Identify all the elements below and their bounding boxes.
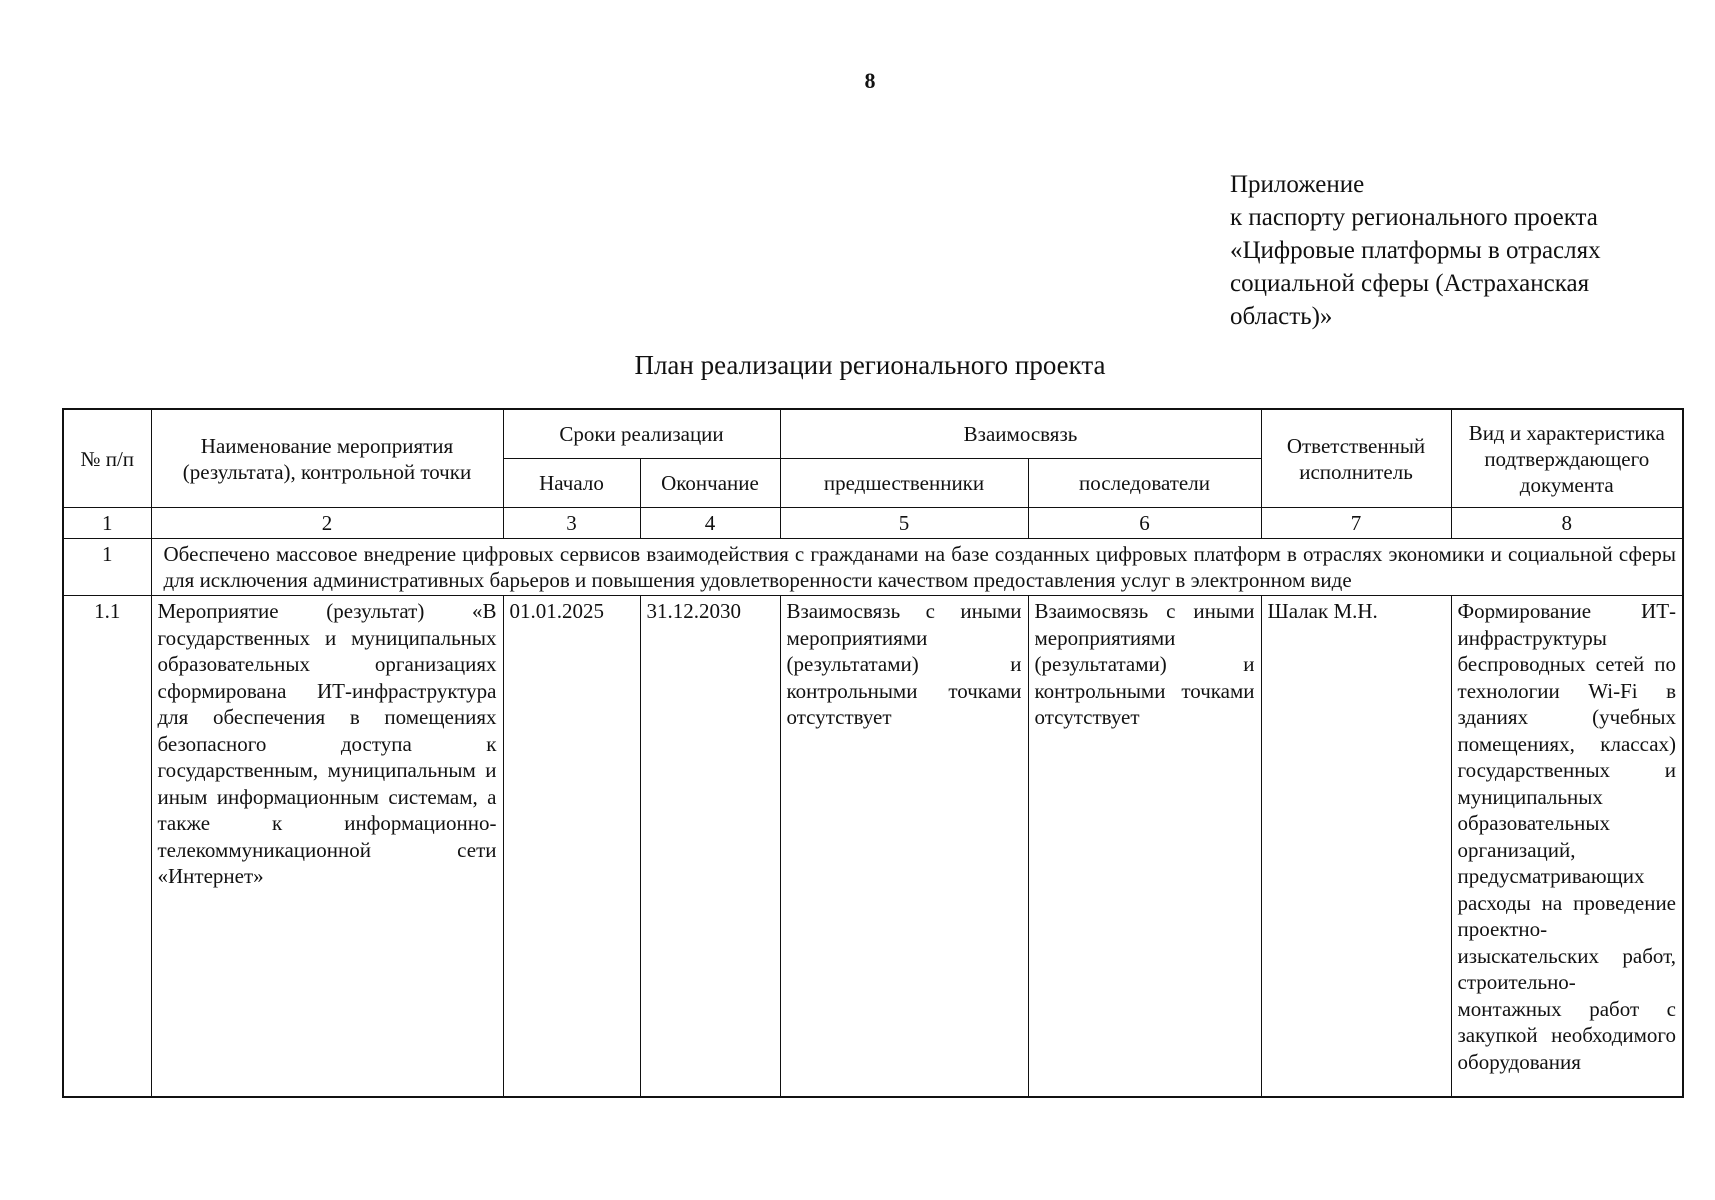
row-end-date: 31.12.2030 (640, 596, 780, 1098)
column-number-row (63, 508, 1683, 539)
plan-table (62, 408, 1684, 1098)
header-end: Окончание (640, 459, 780, 508)
row-responsible: Шалак М.Н. (1261, 596, 1451, 1098)
header-document: Вид и характеристика подтверждающего документа (1451, 409, 1683, 508)
section-row (63, 539, 1683, 596)
appendix-line: область)» (1230, 303, 1333, 330)
row-document: Формирование ИТ-инфраструктуры беспроводных сетей по технологии Wi-Fi в зданиях (учебных помещениях, классах) государственных и муниципальных образовательных организаций, предусматривающих расходы на проведение проектно-изыскательских работ, строительно-монтажных работ с закупкой необходимого оборудования (1451, 596, 1683, 1098)
section-text: Обеспечено массовое внедрение цифровых сервисов взаимодействия с гражданами на базе созданных цифровых платформ в отраслях экономики и социальной сферы для исключения административных барьеров и повышения удовлетворенности качеством предоставления услуг в электронном виде (151, 539, 1683, 596)
table-row (63, 596, 1683, 1098)
section-number: 1 (63, 539, 151, 596)
column-number: 6 (1028, 508, 1261, 539)
column-number: 5 (780, 508, 1028, 539)
row-start-date: 01.01.2025 (503, 596, 640, 1098)
header-start: Начало (503, 459, 640, 508)
column-number: 8 (1451, 508, 1683, 539)
header-num: № п/п (63, 409, 151, 508)
row-number: 1.1 (63, 596, 151, 1098)
row-predecessors: Взаимосвязь с иными мероприятиями (результатами) и контрольными точками отсутствует (780, 596, 1028, 1098)
column-number: 1 (63, 508, 151, 539)
appendix-line: «Цифровые платформы в отраслях (1230, 237, 1601, 264)
column-number: 3 (503, 508, 640, 539)
column-number: 4 (640, 508, 780, 539)
column-number: 7 (1261, 508, 1451, 539)
column-number: 2 (151, 508, 503, 539)
appendix-line: к паспорту регионального проекта (1230, 204, 1598, 231)
header-terms: Сроки реализации (503, 409, 780, 459)
appendix-note (1230, 168, 1601, 333)
document-title: План реализации регионального проекта (634, 350, 1106, 380)
row-successors: Взаимосвязь с иными мероприятиями (результатами) и контрольными точками отсутствует (1028, 596, 1261, 1098)
appendix-line: Приложение (1230, 171, 1365, 198)
header-name: Наименование мероприятия (результата), контрольной точки (151, 409, 503, 508)
row-name: Мероприятие (результат) «В государственных и муниципальных образовательных организациях сформирована ИТ-инфраструктура для обеспечения в помещениях безопасного доступа к государственным, муниципальным и иным информационным системам, а также к информационно-телекоммуникационной сети «Интернет» (151, 596, 503, 1098)
header-predecessors: предшественники (780, 459, 1028, 508)
header-successors: последователи (1028, 459, 1261, 508)
header-responsible: Ответственный исполнитель (1261, 409, 1451, 508)
header-relation: Взаимосвязь (780, 409, 1261, 459)
appendix-line: социальной сферы (Астраханская (1230, 270, 1590, 297)
page-number: 8 (864, 68, 876, 93)
